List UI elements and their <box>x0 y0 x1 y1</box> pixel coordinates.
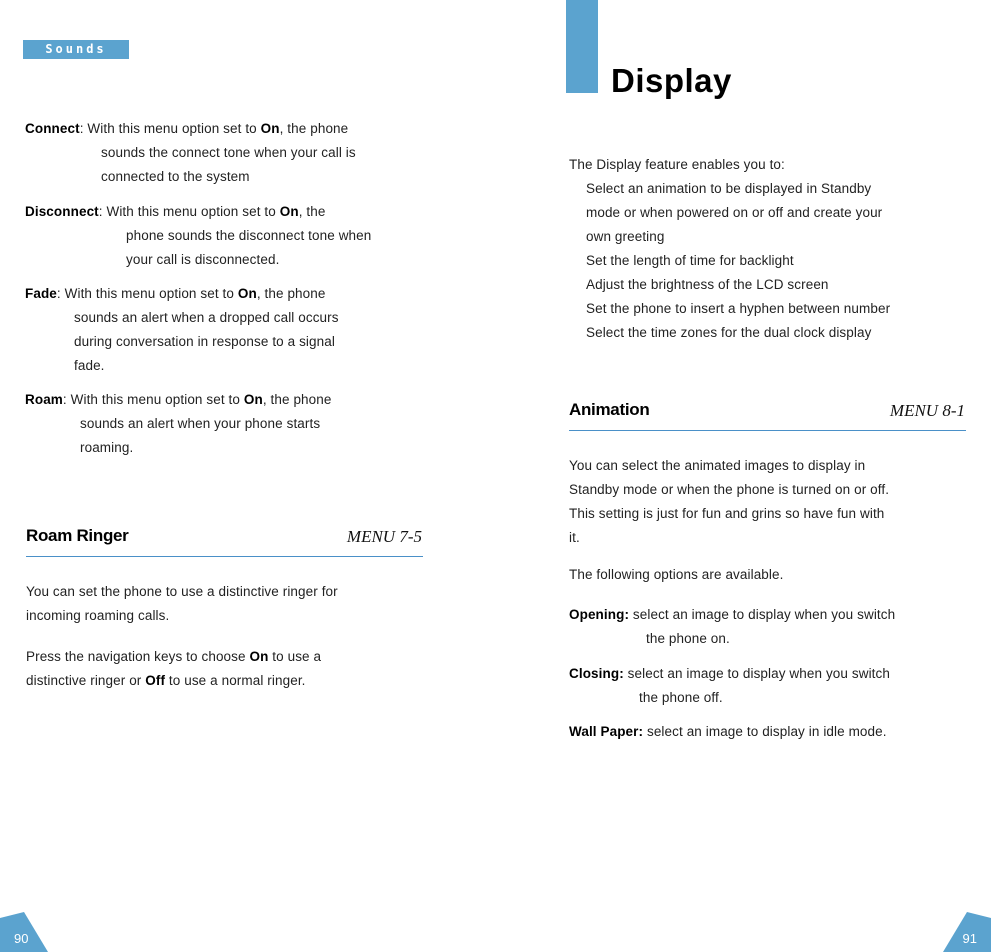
sep: : <box>62 392 67 407</box>
text-line: your call is disconnected. <box>126 252 280 267</box>
text-line: This setting is just for fun and grins so have fun with <box>569 506 885 521</box>
menu-number-8-1: MENU 8-1 <box>889 401 965 420</box>
text-line: sounds an alert when your phone starts <box>80 416 321 431</box>
term-wall-paper: Wall Paper: <box>569 724 644 739</box>
section-title-animation: Animation <box>569 400 650 419</box>
text: distinctive ringer or <box>26 673 146 688</box>
bold-on: On <box>237 286 257 301</box>
text: , the <box>298 204 326 219</box>
text: select an image to display when you switch <box>629 607 896 622</box>
text-line: sounds the connect tone when your call is <box>101 145 356 160</box>
definition-fade <box>25 282 445 378</box>
page-number-left: 90 <box>14 931 29 946</box>
chapter-title-display: Display <box>611 62 732 99</box>
bold-on: On <box>243 392 263 407</box>
term-disconnect: Disconnect <box>25 204 99 219</box>
text-line: the phone off. <box>639 690 723 705</box>
roam-ringer-para-2 <box>26 645 426 693</box>
list-item: Adjust the brightness of the LCD screen <box>586 277 829 292</box>
list-item: mode or when powered on or off and create your <box>586 205 883 220</box>
sep: : <box>98 204 103 219</box>
text-line: connected to the system <box>101 169 250 184</box>
list-item: Set the length of time for backlight <box>586 253 794 268</box>
text: to use a normal ringer. <box>165 673 306 688</box>
option-wall-paper <box>569 720 979 744</box>
option-closing <box>569 662 979 710</box>
text-line: the phone on. <box>646 631 730 646</box>
section-title-roam-ringer: Roam Ringer <box>26 526 129 545</box>
list-item: Select an animation to be displayed in Standby <box>586 181 872 196</box>
term-closing: Closing: <box>569 666 624 681</box>
animation-para-1 <box>569 454 979 550</box>
text-line: it. <box>569 530 580 545</box>
bold-off: Off <box>145 673 166 688</box>
text: select an image to display in idle mode. <box>643 724 887 739</box>
text-line: sounds an alert when a dropped call occurs <box>74 310 339 325</box>
list-item: own greeting <box>586 229 665 244</box>
section-rule <box>569 430 966 431</box>
list-item: Select the time zones for the dual clock display <box>586 325 872 340</box>
page-number-right: 91 <box>962 931 977 946</box>
definition-disconnect <box>25 200 445 272</box>
text-line: fade. <box>74 358 105 373</box>
text: With this menu option set to <box>60 286 238 301</box>
text: With this menu option set to <box>102 204 280 219</box>
text-line: incoming roaming calls. <box>26 608 170 623</box>
term-fade: Fade <box>25 286 57 301</box>
display-intro: The Display feature enables you to: <box>569 157 785 172</box>
text: Press the navigation keys to choose <box>26 649 250 664</box>
option-opening <box>569 603 979 651</box>
term-roam: Roam <box>25 392 63 407</box>
text: With this menu option set to <box>66 392 244 407</box>
sep: : <box>79 121 84 136</box>
bold-on: On <box>249 649 269 664</box>
list-item: Set the phone to insert a hyphen between number <box>586 301 891 316</box>
display-feature-list <box>586 177 986 345</box>
definition-connect <box>25 117 445 189</box>
text-line: Standby mode or when the phone is turned on or off. <box>569 482 890 497</box>
text-line: phone sounds the disconnect tone when <box>126 228 372 243</box>
text: , the phone <box>279 121 349 136</box>
section-rule <box>26 556 423 557</box>
sep: : <box>56 286 61 301</box>
bold-on: On <box>260 121 280 136</box>
text: With this menu option set to <box>83 121 261 136</box>
menu-number-7-5: MENU 7-5 <box>346 527 422 546</box>
chapter-marker-bar <box>566 0 598 93</box>
text-line: roaming. <box>80 440 134 455</box>
text: select an image to display when you switch <box>623 666 890 681</box>
text-line: You can select the animated images to display in <box>569 458 866 473</box>
text: , the phone <box>256 286 326 301</box>
term-connect: Connect <box>25 121 80 136</box>
sounds-tab: Sounds <box>23 40 129 59</box>
roam-ringer-para-1 <box>26 580 426 628</box>
text-line: during conversation in response to a signal <box>74 334 335 349</box>
term-opening: Opening: <box>569 607 630 622</box>
text-line: You can set the phone to use a distinctive ringer for <box>26 584 338 599</box>
definition-roam <box>25 388 445 460</box>
text: , the phone <box>262 392 332 407</box>
bold-on: On <box>279 204 299 219</box>
animation-para-2: The following options are available. <box>569 567 784 582</box>
text: to use a <box>268 649 322 664</box>
